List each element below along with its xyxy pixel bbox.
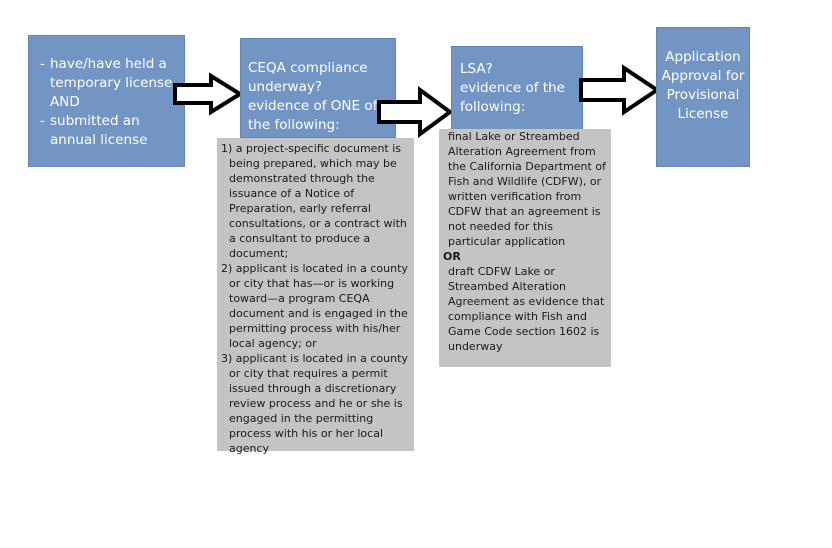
- lsa-evidence-details: [439, 129, 611, 367]
- ceqa-evidence-details: [217, 138, 414, 455]
- ceqa-box-subtitle: evidence of ONE of the following:: [248, 98, 378, 133]
- ceqa-compliance-box: [240, 38, 396, 138]
- lsa-box-subtitle: evidence of the following:: [460, 80, 565, 115]
- lsa-box: [451, 46, 583, 130]
- lsa-evidence-option-final: final Lake or Streambed Alteration Agreement from the California Department of Fish and Wildlife (CDFW), or written verification from CDFW that an agreement is not needed for this particular application: [448, 130, 606, 248]
- license-requirements-box: [28, 35, 185, 167]
- license-requirement-item: - have/have held a temporary license AND: [34, 55, 178, 112]
- approval-box-text: Application Approval for Provisional License: [661, 49, 745, 122]
- arrow-right-icon: [173, 74, 243, 114]
- ceqa-evidence-item: 3) applicant is located in a county or city that requires a permit issued through a discretionary review process and he or she is engaged in the permitting process with his or her local agency: [221, 352, 408, 455]
- ceqa-box-title: CEQA compliance underway?: [248, 60, 368, 95]
- approval-box: [656, 27, 750, 167]
- license-requirements-list: [34, 55, 178, 150]
- ceqa-evidence-item: 2) applicant is located in a county or city that has—or is working toward—a program CEQA document and is engaged in the permitting process with his/her local agency; or: [221, 262, 408, 350]
- license-requirement-item: - submitted an annual license: [34, 112, 178, 150]
- ceqa-evidence-list: [221, 141, 412, 456]
- lsa-evidence-option-draft: draft CDFW Lake or Streambed Alteration Agreement as evidence that compliance with Fish and Game Code section 1602 is underway: [448, 265, 605, 353]
- lsa-box-title: LSA?: [460, 61, 493, 77]
- lsa-evidence-or-separator: OR: [443, 250, 461, 263]
- arrow-right-icon: [578, 65, 662, 115]
- ceqa-evidence-item: 1) a project-specific document is being prepared, which may be demonstrated through the issuance of a Notice of Preparation, early referral consultations, or a contract with a consultant to produce a document;: [221, 142, 407, 260]
